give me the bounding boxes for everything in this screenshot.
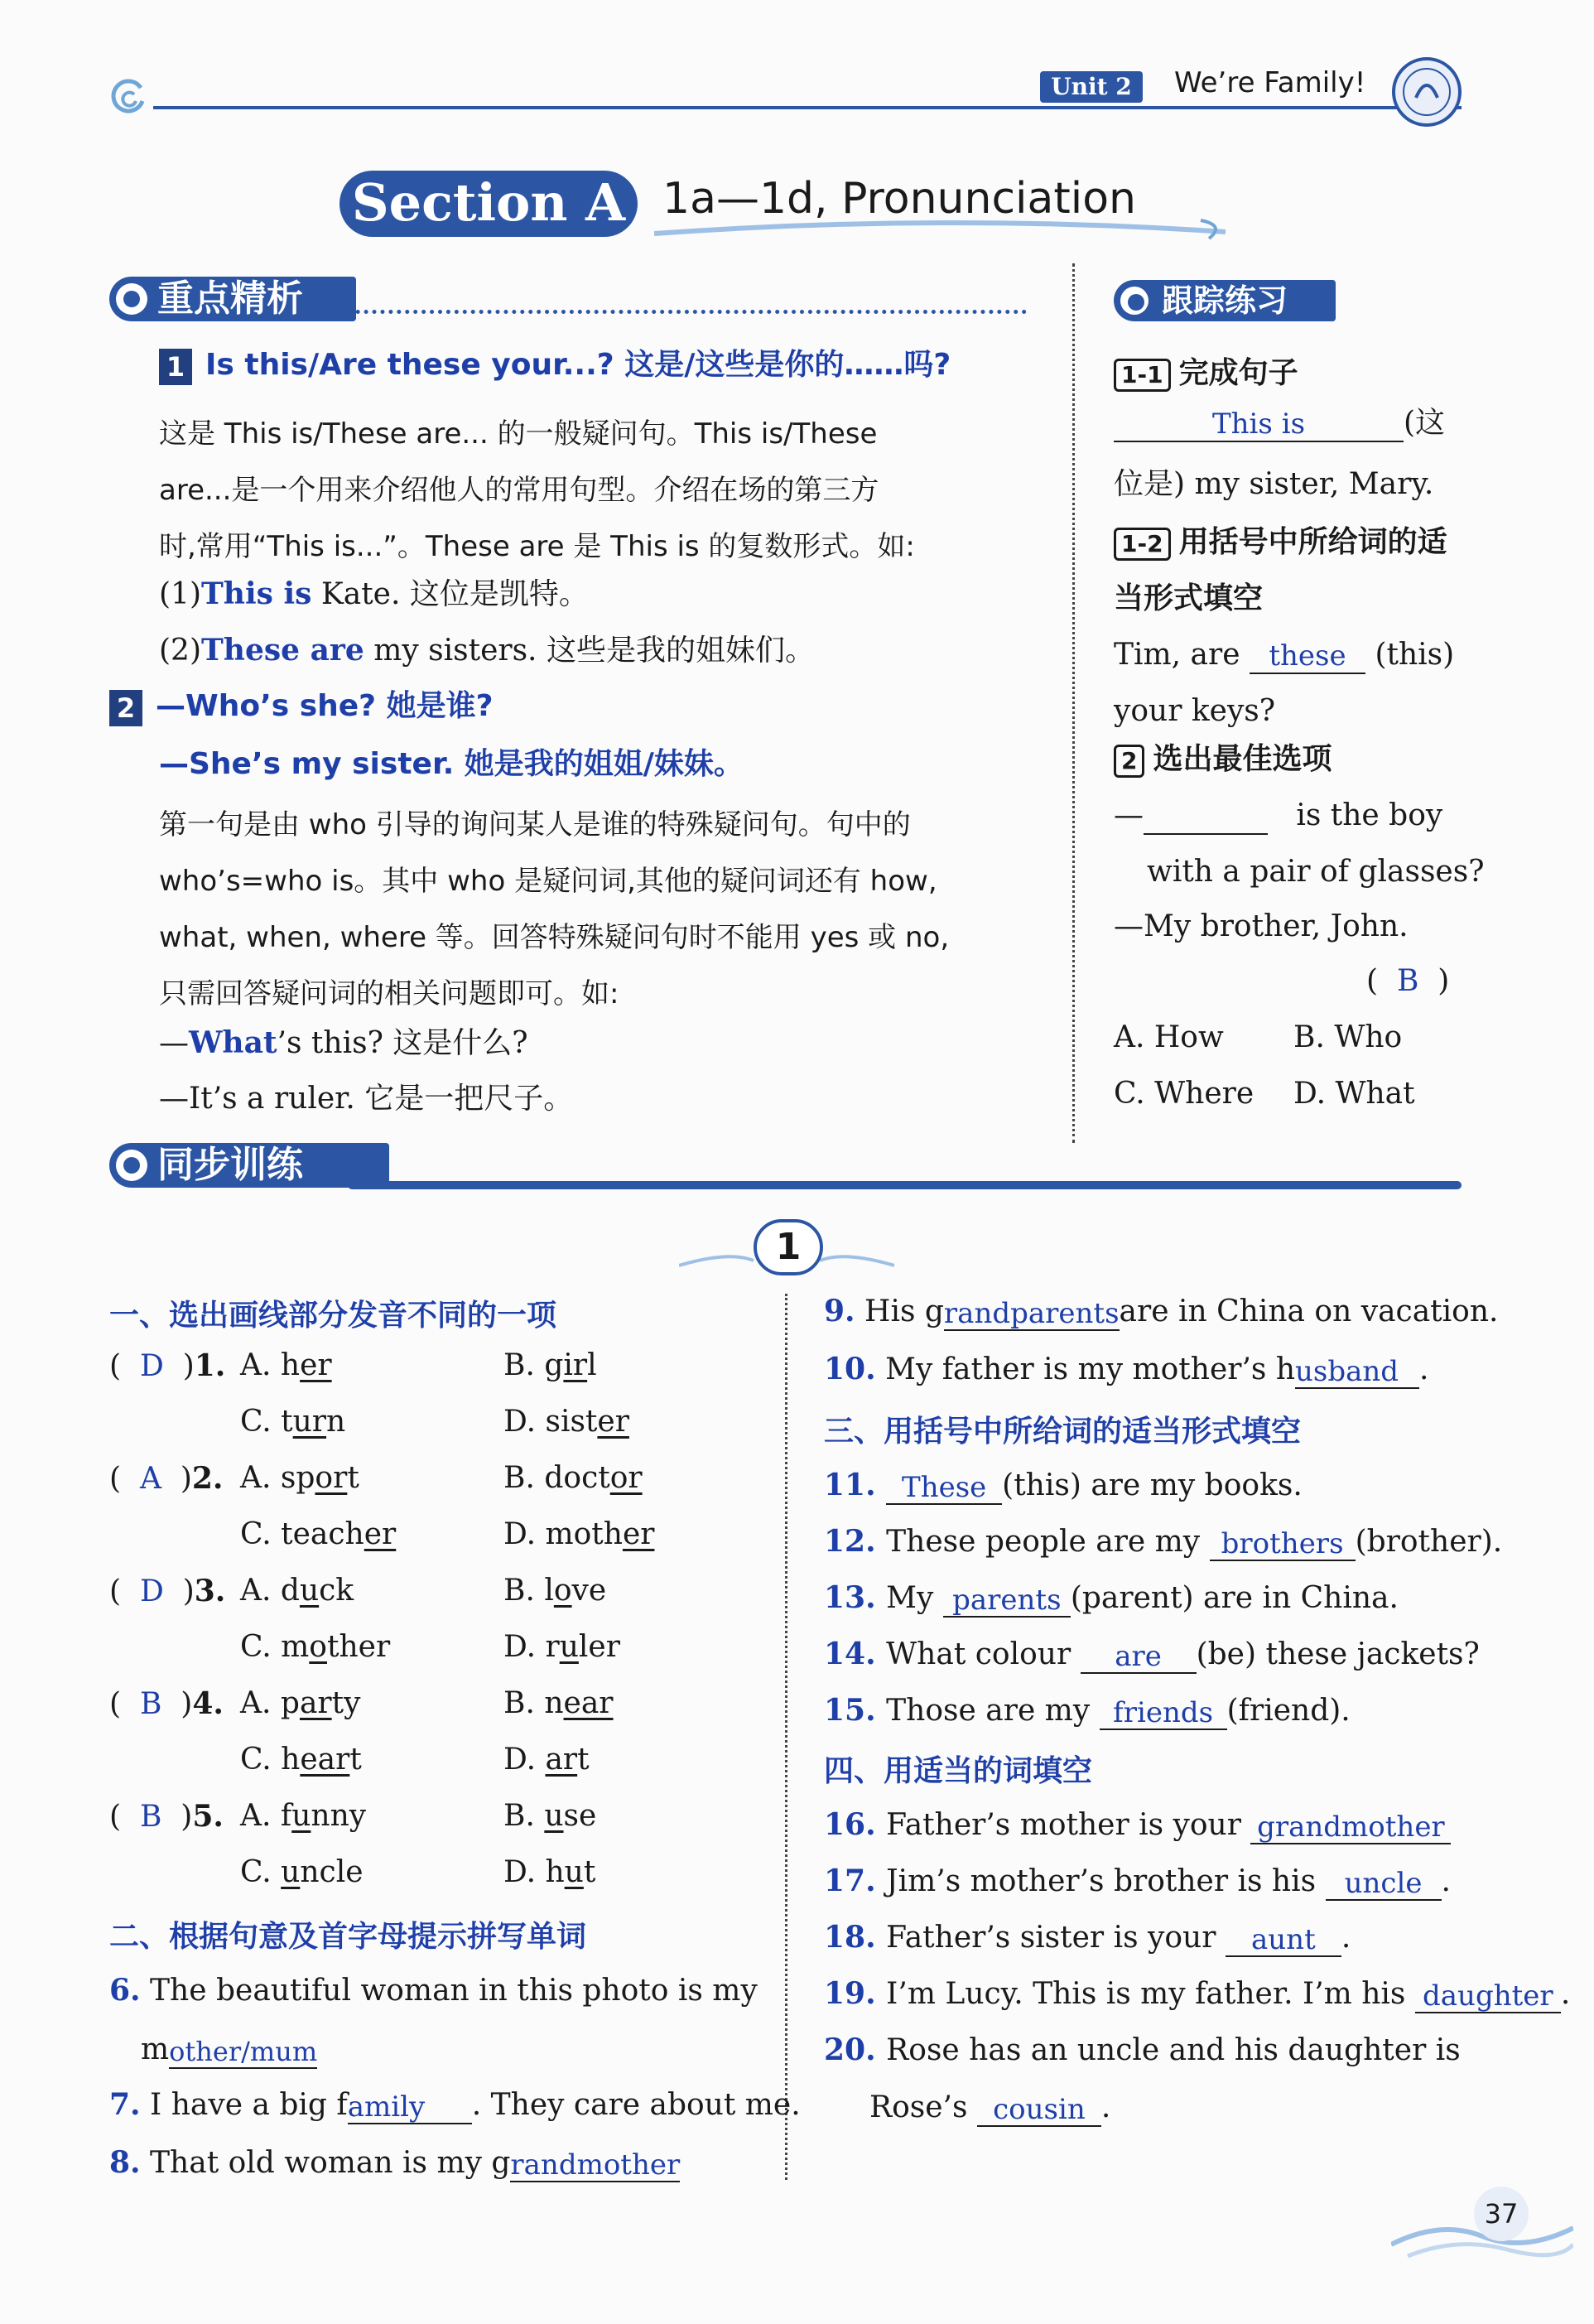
mcq-answer-bracket: ( D )1.	[109, 1348, 226, 1383]
p2-option-a: A. How	[1114, 1020, 1224, 1054]
banner-swoosh-icon	[654, 217, 1234, 242]
part4-title: 四、用适当的词填空	[824, 1754, 1093, 1788]
q6: 6. The beautiful woman in this photo is my	[109, 1973, 758, 2008]
q10-answer[interactable]: usband	[1295, 1356, 1419, 1389]
question-13: 13. My parents (parent) are in China.	[824, 1580, 1399, 1617]
header-rule	[153, 106, 1462, 109]
question-19: 19. I’m Lucy. This is my father. I’m his daughter .	[824, 1976, 1571, 2013]
kp2-example-2: —It’s a ruler. 它是一把尺子。	[159, 1082, 574, 1116]
option-A: A. her	[240, 1348, 332, 1382]
q8: 8. That old woman is my grandmother	[109, 2145, 681, 2182]
kp2-title-2: —She’s my sister. 她是我的姐姐/妹妹。	[159, 747, 744, 781]
heading-bullet-icon	[116, 283, 147, 315]
q7-answer[interactable]: amily	[348, 2091, 472, 2124]
option-D: D. art	[503, 1743, 590, 1777]
option-D: D. hut	[503, 1855, 596, 1889]
p2-answer-bracket: ( B )	[1366, 964, 1450, 998]
option-C: C. mother	[240, 1630, 391, 1664]
swirl-logo-icon	[109, 76, 149, 116]
q6-answer-line: mother/mum	[141, 2032, 318, 2067]
q10: 10. My father is my mother’s husband .	[824, 1352, 1429, 1388]
answer-blank[interactable]: aunt	[1226, 1924, 1341, 1957]
p2-blank[interactable]	[1144, 833, 1268, 835]
question-14: 14. What colour are (be) these jackets?	[824, 1637, 1480, 1673]
part2-title: 二、根据句意及首字母提示拼写单词	[109, 1920, 587, 1954]
answer-blank[interactable]: parents	[943, 1584, 1071, 1618]
option-D: D. mother	[503, 1517, 655, 1551]
option-C: C. heart	[240, 1743, 362, 1777]
mcq-answer-bracket: ( B )4.	[109, 1686, 224, 1721]
heading-bullet-icon	[116, 1150, 147, 1181]
kp2-title: 2 —Who’s she? 她是谁?	[109, 687, 493, 726]
question-number: 3.	[194, 1574, 226, 1608]
section-label: Section A	[340, 171, 638, 237]
mcq-answer[interactable]: A	[139, 1462, 161, 1496]
answer-blank[interactable]: uncle	[1326, 1868, 1442, 1901]
part1-title: 一、选出画线部分发音不同的一项	[109, 1299, 557, 1333]
p11-line2: 位是) my sister, Mary.	[1114, 467, 1434, 501]
question-number: 1.	[194, 1348, 226, 1383]
unit-badge: Unit 2	[1040, 71, 1143, 103]
question-15: 15. Those are my friends (friend).	[824, 1693, 1351, 1729]
q9: 9. His grandparentsare in China on vacation.	[824, 1294, 1499, 1330]
page-number: 37	[1474, 2187, 1529, 2241]
mcq-answer-bracket: ( D )3.	[109, 1574, 226, 1608]
p11-title: 1-1 完成句子	[1114, 354, 1298, 393]
p12-answer[interactable]: these	[1250, 639, 1365, 674]
option-A: A. duck	[240, 1574, 354, 1608]
answer-blank[interactable]: cousin	[977, 2094, 1101, 2127]
p2-option-c: C. Where	[1114, 1077, 1254, 1111]
lesson-number: 1	[754, 1219, 823, 1275]
option-D: D. sister	[503, 1405, 629, 1439]
key-points-heading: 重点精析	[109, 277, 356, 321]
question-number: 5.	[192, 1799, 224, 1834]
book-seal-icon	[1391, 56, 1462, 128]
p11-answer[interactable]: This is	[1114, 407, 1404, 442]
question-20-line2: Rose’s cousin .	[869, 2090, 1111, 2126]
section-subtitle: 1a—1d, Pronunciation	[662, 174, 1136, 224]
mcq-answer-bracket: ( A )2.	[109, 1461, 224, 1496]
mcq-answer[interactable]: B	[139, 1800, 162, 1834]
option-B: B. use	[503, 1799, 597, 1833]
p2-title: 2 选出最佳选项	[1114, 740, 1332, 779]
option-C: C. teacher	[240, 1517, 397, 1551]
option-A: A. party	[240, 1686, 361, 1720]
option-A: A. funny	[240, 1799, 367, 1833]
mcq-answer[interactable]: D	[139, 1349, 164, 1383]
answer-blank[interactable]: friends	[1100, 1697, 1227, 1730]
option-B: B. girl	[503, 1348, 597, 1382]
question-number: 4.	[192, 1686, 224, 1721]
answer-blank[interactable]: grandmother	[1250, 1811, 1451, 1844]
unit-title: We’re Family!	[1174, 66, 1366, 99]
answer-blank[interactable]: These	[886, 1472, 1002, 1505]
answer-blank[interactable]: daughter	[1415, 1980, 1561, 2013]
p12-line2: your keys?	[1114, 694, 1276, 728]
kp1-example-2: (2)These are my sisters. 这些是我的姐妹们。	[159, 633, 815, 668]
answer-blank[interactable]: are	[1081, 1641, 1197, 1674]
q8-answer[interactable]: randmother	[510, 2148, 681, 2182]
p2-option-d: D. What	[1293, 1077, 1415, 1111]
kp2-example-1: —What’s this? 这是什么?	[159, 1025, 528, 1060]
training-heading: 同步训练	[109, 1143, 389, 1188]
heading-rule	[315, 310, 1027, 314]
kp1-body: 这是 This is/These are... 的一般疑问句。This is/These are...是一个用来介绍他人的常用句型。介绍在场的第三方 时,常用“This is...”。These are 是 This is 的复数形式。如:	[159, 417, 915, 563]
kp2-body: 第一句是由 who 引导的询问某人是谁的特殊疑问句。句中的 who’s=who is。其中 who 是疑问词,其他的疑问词还有 how, what, when, where 等。回答特殊疑问句时不能用 yes 或 no, 只需回答疑问词的相关问题即可。如:	[159, 808, 950, 1010]
pencil-icon	[1120, 287, 1149, 315]
option-B: B. doctor	[503, 1461, 643, 1495]
mcq-answer[interactable]: B	[139, 1687, 162, 1721]
answer-blank[interactable]: brothers	[1210, 1528, 1356, 1561]
p2-option-b: B. Who	[1293, 1020, 1403, 1054]
p12-line1: Tim, are these (this)	[1114, 638, 1455, 673]
question-17: 17. Jim’s mother’s brother is his uncle .	[824, 1864, 1451, 1900]
p2-line1: — is the boy	[1114, 797, 1442, 835]
question-12: 12. These people are my brothers (brother).	[824, 1524, 1503, 1560]
question-18: 18. Father’s sister is your aunt .	[824, 1920, 1351, 1956]
question-11: 11. These (this) are my books.	[824, 1468, 1303, 1504]
kp1-title: 1 Is this/Are these your...? 这是/这些是你的……吗?	[159, 346, 951, 385]
question-16: 16. Father’s mother is your grandmother	[824, 1806, 1451, 1844]
training-rule	[348, 1181, 1462, 1189]
p11-line1: This is (这	[1114, 404, 1445, 442]
mcq-answer[interactable]: D	[139, 1574, 164, 1608]
q6-answer[interactable]: other/mum	[169, 2036, 318, 2067]
option-B: B. near	[503, 1686, 614, 1720]
option-B: B. love	[503, 1574, 607, 1608]
column-divider-2	[785, 1294, 787, 2180]
p12-title: 1-2 用括号中所给词的适	[1114, 523, 1447, 562]
option-C: C. uncle	[240, 1855, 364, 1889]
p2-answer[interactable]: B	[1396, 964, 1419, 998]
part3-title: 三、用括号中所给词的适当形式填空	[824, 1415, 1302, 1449]
option-D: D. ruler	[503, 1630, 620, 1664]
column-divider	[1072, 263, 1075, 1143]
p2-line2: with a pair of glasses?	[1147, 855, 1485, 889]
kp1-example-1: (1)This is Kate. 这位是凯特。	[159, 576, 589, 611]
p12-title-2: 当形式填空	[1114, 581, 1264, 615]
question-number: 2.	[191, 1461, 224, 1496]
q9-answer[interactable]: randparents	[943, 1297, 1120, 1330]
mcq-answer-bracket: ( B )5.	[109, 1799, 224, 1834]
q7: 7. I have a big family . They care about me.	[109, 2087, 801, 2124]
question-20: 20. Rose has an uncle and his daughter is	[824, 2032, 1461, 2067]
practice-heading: 跟踪练习	[1114, 280, 1336, 321]
p2-line3: —My brother, John.	[1114, 909, 1409, 943]
option-C: C. turn	[240, 1405, 346, 1439]
option-A: A. sport	[240, 1461, 359, 1495]
